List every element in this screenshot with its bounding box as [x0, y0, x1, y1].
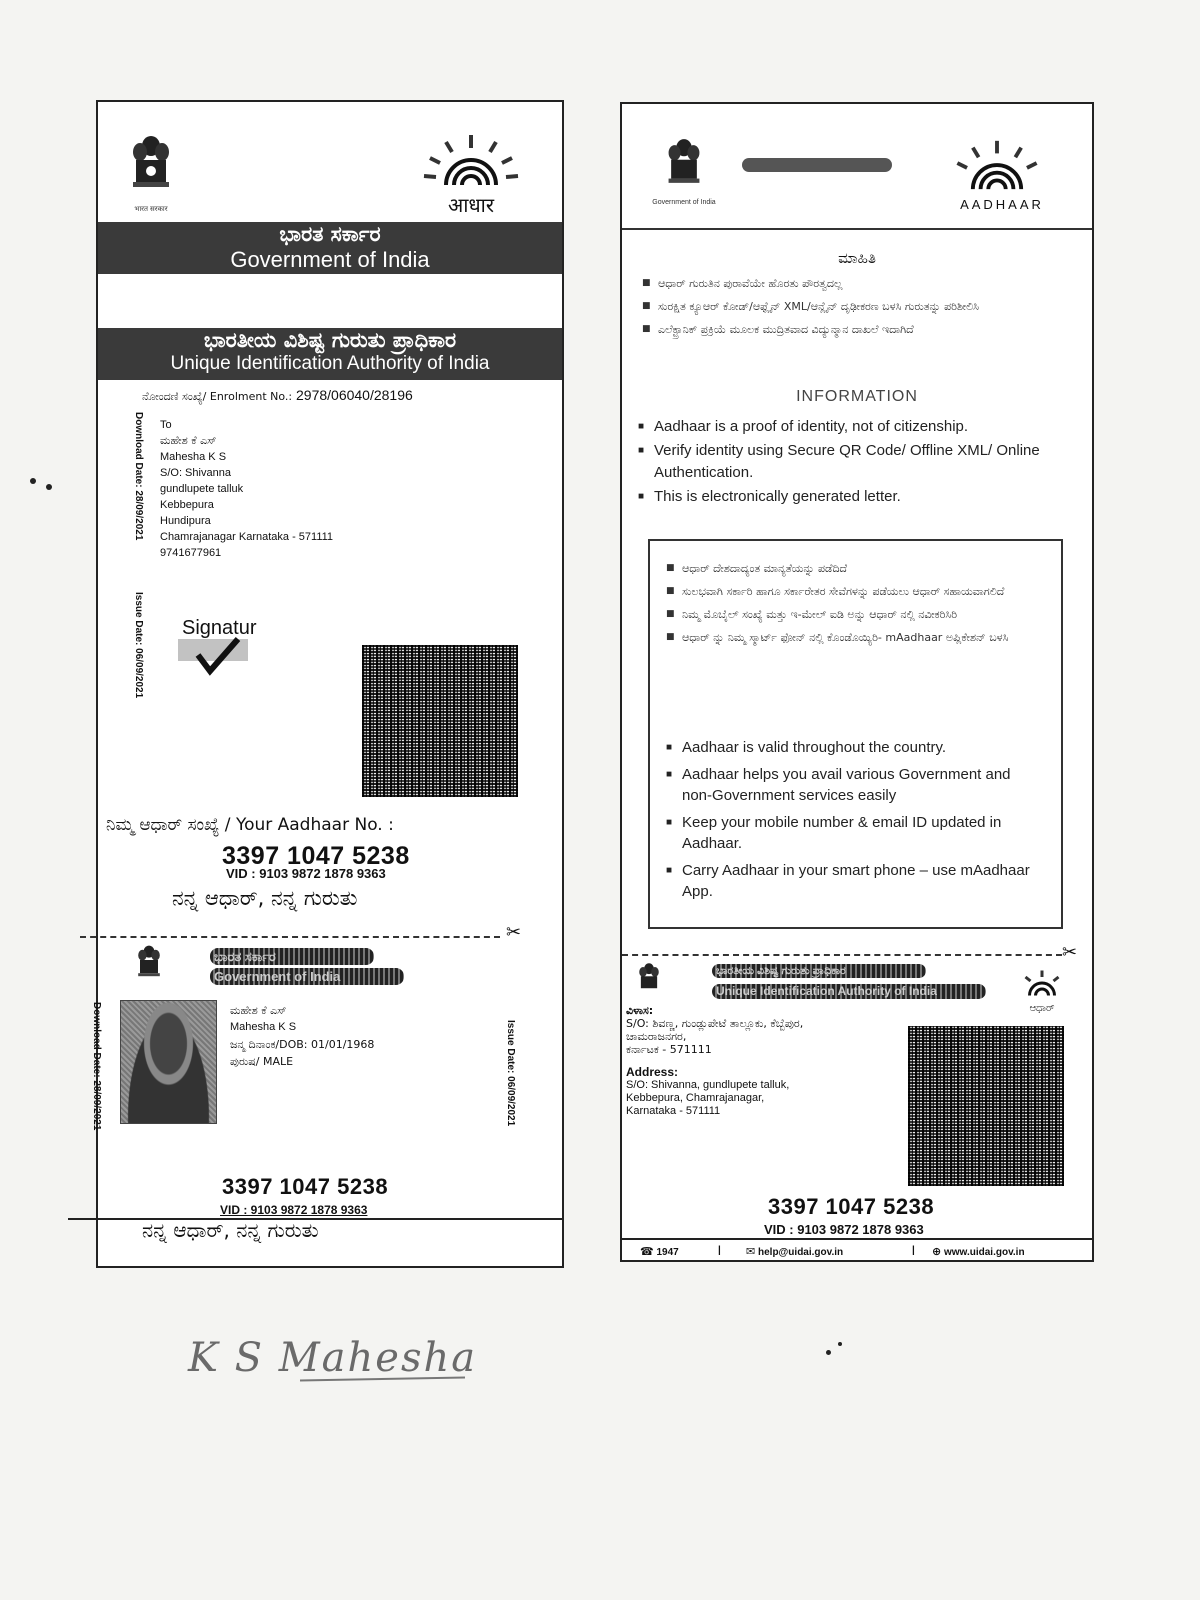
- card-emblem: [134, 942, 164, 989]
- scan-speck: [46, 484, 52, 490]
- address-name: Mahesha K S: [160, 451, 227, 463]
- box-en-point: ■ Aadhaar is valid throughout the country.: [666, 737, 1036, 758]
- card-vid-number: VID : 9103 9872 1878 9363: [220, 1203, 368, 1217]
- footer-sep: |: [718, 1245, 721, 1256]
- back-emblem: [652, 134, 716, 206]
- qr-code-back: [908, 1026, 1064, 1186]
- enrolment-number: [142, 387, 413, 404]
- scan-speck: [30, 478, 36, 484]
- holder-photo: [120, 1000, 217, 1124]
- card-back-aadhaar-logo: [1012, 968, 1072, 1014]
- your-aadhaar-label-text: ನಿಮ್ಮ ಆಧಾರ್ ಸಂಖ್ಯೆ / Your Aadhaar No. :: [106, 815, 394, 835]
- address-label: Address:: [626, 1065, 679, 1079]
- aadhaar-logo: [416, 130, 526, 217]
- email: [746, 1245, 843, 1258]
- box-en-point: ■ Aadhaar helps you avail various Government and non-Government services easily: [666, 764, 1036, 806]
- address-phone: 9741677961: [160, 547, 222, 559]
- card-aadhaar-number: 3397 1047 5238: [222, 1174, 389, 1199]
- government-banner: [98, 222, 562, 274]
- benefits-box: [648, 539, 1063, 929]
- fingerprint-sun-icon: [416, 130, 526, 190]
- card-name-kannada: ಮಹೇಶ ಕೆ ಎಸ್: [230, 1004, 287, 1017]
- checkmark-icon: [178, 637, 248, 677]
- box-english-list: [666, 737, 1036, 904]
- box-kn-point: ■ ಆಧಾರ್ ನ್ನು ನಿಮ್ಮ ಸ್ಮಾರ್ಟ್ ಫೋನ್ ನಲ್ಲಿ ಕೊಂಡೊಯ್ಯಿರಿ- mAadhaar ಅಪ್ಲಿಕೇಶನ್ ಬಳಸಿ: [666, 630, 1036, 645]
- box-en-point: ■ Carry Aadhaar in your smart phone – use mAadhaar App.: [666, 860, 1036, 902]
- header-divider: [622, 228, 1092, 230]
- helpline: [640, 1245, 679, 1258]
- address-kn-line: ಕರ್ನಾಟಕ - 571111: [626, 1043, 712, 1056]
- scissor-icon: ✂: [506, 922, 522, 942]
- card-back-address: [626, 1066, 789, 1118]
- back-aadhaar-logo-text: AADHAAR: [960, 197, 1044, 212]
- redacted-bar: [742, 158, 892, 172]
- enrolment-value: 2978/06040/28196: [296, 387, 413, 403]
- emblem-label: भारत सरकार: [134, 206, 168, 213]
- card-back-aadhaar-number: 3397 1047 5238: [768, 1194, 935, 1219]
- address-kn-line: S/O: ಶಿವಣ್ಣ, ಗುಂಡ್ಲುಪೇಟೆ ತಾಲ್ಲೂಕು, ಕೆಬ್ಬೆಪುರ,: [626, 1017, 804, 1030]
- signature-block: [182, 617, 257, 640]
- card-gov-english: Government of India: [210, 968, 404, 985]
- card-back-uidai-english: Unique Identification Authority of India: [712, 984, 986, 999]
- en-point: ■ Verify identity using Secure QR Code/ Offline XML/ Online Authentication.: [638, 440, 1086, 484]
- qr-code-front: [362, 645, 518, 797]
- kn-point: ■ ಎಲೆಕ್ಟ್ರಾನಿಕ್ ಪ್ರಕ್ರಿಯೆ ಮೂಲಕ ಮುದ್ರಿತವಾದ ವಿದ್ಯುನ್ಮಾನ ದಾಖಲೆ ಇದಾಗಿದೆ: [642, 322, 1062, 337]
- address-line2: Kebbepura: [160, 499, 214, 511]
- address-line4: Chamrajanagar Karnataka - 571111: [160, 531, 334, 543]
- card-back-fingerprint-icon: [1012, 968, 1072, 998]
- en-point: ■ Aadhaar is a proof of identity, not of citizenship.: [638, 416, 1086, 438]
- website-text: www.uidai.gov.in: [944, 1247, 1025, 1258]
- uidai-title-english: Unique Identification Authority of India: [170, 353, 490, 374]
- address-kn-label: ವಿಳಾಸ:: [626, 1004, 654, 1017]
- address-kn-line: ಚಾಮರಾಜನಗರ,: [626, 1030, 687, 1043]
- aadhaar-letter-front: [91, 100, 564, 1268]
- address-line1: gundlupete talluk: [160, 483, 244, 495]
- english-info-list: [638, 416, 1086, 510]
- card-tagline: ನನ್ನ ಆಧಾರ್, ನನ್ನ ಗುರುತು: [142, 1218, 319, 1242]
- address-name-kannada: ಮಹೇಶ ಕೆ ಎಸ್: [160, 434, 217, 447]
- your-aadhaar-label: [106, 814, 394, 836]
- address-line3: Hundipura: [160, 515, 211, 527]
- address-to: To: [160, 419, 172, 431]
- helpline-number: 1947: [656, 1247, 679, 1258]
- globe-icon: ⊕: [932, 1246, 942, 1258]
- uidai-banner: [98, 328, 562, 380]
- card-back-logo-text: ಆಧಾರ್: [1029, 1003, 1055, 1014]
- back-cut-line: [622, 954, 1062, 956]
- box-kn-point: ■ ಸುಲಭವಾಗಿ ಸರ್ಕಾರಿ ಹಾಗೂ ಸರ್ಕಾರೇತರ ಸೇವೆಗಳನ್ನು ಪಡೆಯಲು ಆಧಾರ್ ಸಹಾಯವಾಗಲಿದೆ: [666, 584, 1036, 599]
- contact-footer: [622, 1238, 1092, 1262]
- back-fingerprint-sun-icon: [942, 136, 1052, 194]
- address-line: S/O: Shivanna, gundlupete talluk,: [626, 1079, 790, 1091]
- card-name: Mahesha K S: [230, 1021, 297, 1033]
- vid-number: VID : 9103 9872 1878 9363: [226, 866, 386, 881]
- signature-label: Signatur: [182, 617, 257, 639]
- phone-icon: ☎: [640, 1246, 654, 1258]
- website: [932, 1245, 1025, 1258]
- aadhaar-number: 3397 1047 5238: [222, 842, 410, 870]
- card-back-address-kannada: [626, 1004, 803, 1056]
- en-point: ■ This is electronically generated letter.: [638, 486, 1086, 508]
- card-back-emblem: [636, 960, 662, 1003]
- mail-icon: ✉: [746, 1246, 756, 1258]
- email-text: help@uidai.gov.in: [758, 1247, 844, 1258]
- aadhaar-letter-back: [620, 102, 1094, 1262]
- back-scissor-icon: ✂: [1062, 942, 1078, 962]
- handwritten-signature: K S Mahesha: [188, 1335, 478, 1381]
- address-line: Kebbepura, Chamrajanagar,: [626, 1092, 765, 1104]
- back-aadhaar-logo: [942, 136, 1062, 212]
- kannada-info-list: [642, 276, 1062, 345]
- enrolment-label: ನೋಂದಣಿ ಸಂಖ್ಯೆ/ Enrolment No.:: [142, 390, 293, 403]
- uidai-title-kannada: ಭಾರತೀಯ ವಿಶಿಷ್ಟ ಗುರುತು ಪ್ರಾಧಿಕಾರ: [203, 328, 457, 352]
- box-kn-point: ■ ಆಧಾರ್ ದೇಶದಾದ್ಯಂತ ಮಾನ್ಯತೆಯನ್ನು ಪಡೆದಿದೆ: [666, 561, 1036, 576]
- issue-date-vertical: Issue Date: 06/09/2021: [133, 592, 144, 699]
- kn-point: ■ ಆಧಾರ್ ಗುರುತಿನ ಪುರಾವೆಯೇ ಹೊರತು ಪೌರತ್ವದಲ್ಲ: [642, 276, 1062, 291]
- gov-title-english: Government of India: [230, 247, 430, 272]
- card-holder-details: [230, 1002, 374, 1070]
- card-gov-kannada: ಭಾರತ ಸರ್ಕಾರ: [210, 948, 374, 965]
- kn-point: ■ ಸುರಕ್ಷಿತ ಕ್ಯೂಆರ್ ಕೋಡ್/ಆಫ್ಲೈನ್ XML/ಆನ್ಲೈನ್ ದೃಢೀಕರಣ ಬಳಸಿ ಗುರುತನ್ನು ಪರಿಶೀಲಿಸಿ: [642, 299, 1062, 314]
- box-kn-point: ■ ನಿಮ್ಮ ಮೊಬೈಲ್ ಸಂಖ್ಯೆ ಮತ್ತು ಇ-ಮೇಲ್ ಐಡಿ ಅನ್ನು ಆಧಾರ್ ನಲ್ಲಿ ನವೀಕರಿಸಿರಿ: [666, 607, 1036, 622]
- card-download-date: Download Date: 28/09/2021: [91, 1002, 102, 1131]
- scan-speck: [838, 1342, 842, 1346]
- download-date-vertical: Download Date: 28/09/2021: [133, 412, 144, 541]
- box-kannada-list: [666, 561, 1036, 653]
- aadhaar-logo-text: आधार: [447, 193, 495, 217]
- card-back-uidai-kannada: ಭಾರತೀಯ ವಿಶಿಷ್ಟ ಗುರುತು ಪ್ರಾಧಿಕಾರ: [712, 964, 926, 978]
- address-so: S/O: Shivanna: [160, 467, 231, 479]
- recipient-address: [160, 417, 333, 561]
- back-emblem-label: Government of India: [652, 199, 716, 206]
- card-issue-date: Issue Date: 06/09/2021: [505, 1020, 516, 1127]
- scan-speck: [826, 1350, 831, 1355]
- box-en-point: ■ Keep your mobile number & email ID updated in Aadhaar.: [666, 812, 1036, 854]
- tagline: ನನ್ನ ಆಧಾರ್, ನನ್ನ ಗುರುತು: [172, 886, 358, 910]
- info-title-kannada: ಮಾಹಿತಿ: [838, 249, 876, 267]
- address-line: Karnataka - 571111: [626, 1105, 721, 1117]
- gov-title-kannada: ಭಾರತ ಸರ್ಕಾರ: [279, 222, 381, 246]
- national-emblem: [128, 130, 174, 214]
- card-dob: ಜನ್ಮ ದಿನಾಂಕ/DOB: 01/01/1968: [230, 1038, 375, 1051]
- info-title: INFORMATION: [796, 388, 918, 405]
- card-back-vid: VID : 9103 9872 1878 9363: [764, 1222, 924, 1237]
- card-gender: ಪುರುಷ/ MALE: [230, 1055, 294, 1068]
- cut-line: [80, 936, 500, 938]
- footer-sep: |: [912, 1245, 915, 1256]
